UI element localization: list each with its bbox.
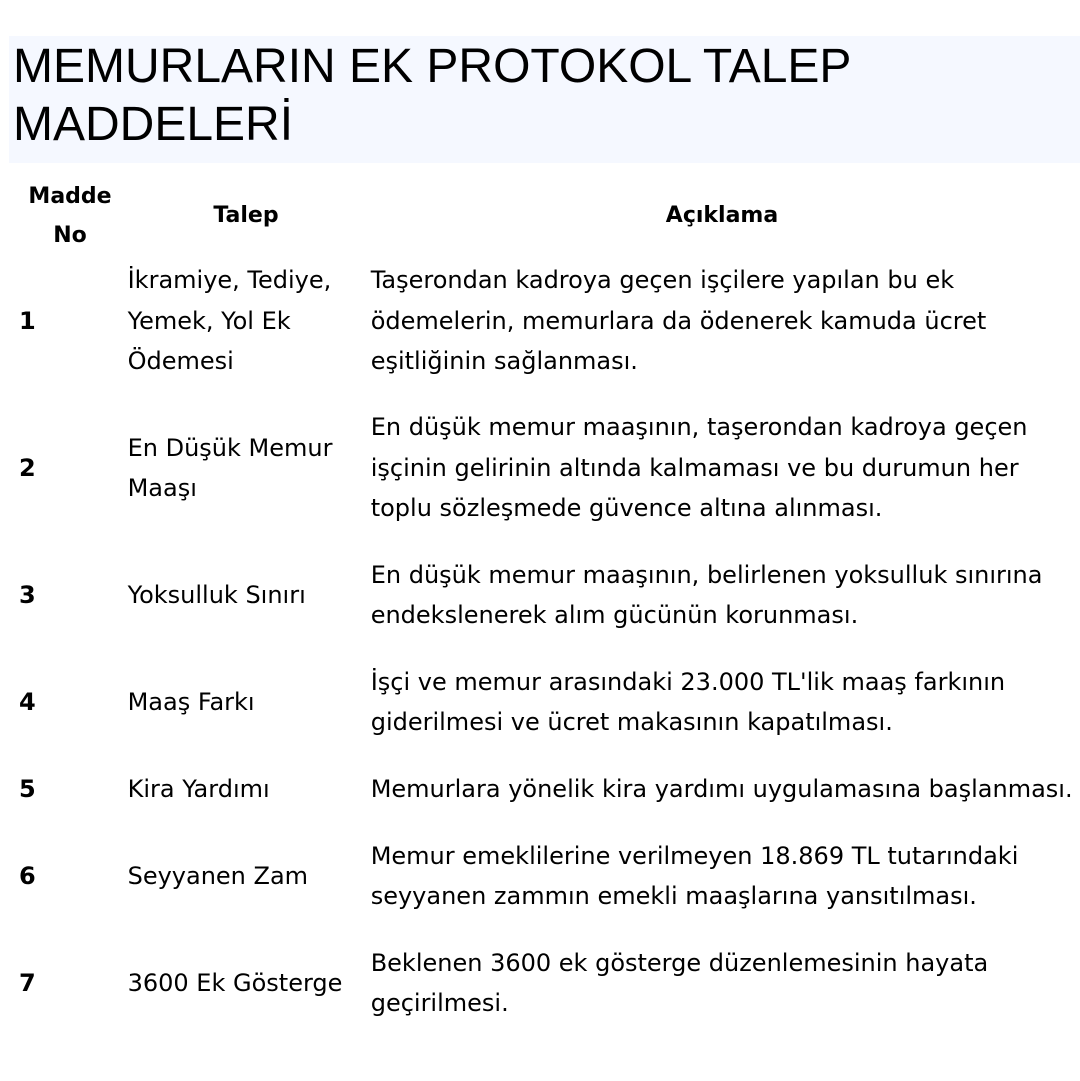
table-row: [0, 940, 1080, 1026]
table-header: [0, 174, 1080, 258]
demands-table: [0, 174, 1080, 1026]
row-aciklama: Taşerondan kadroya geçen işçilere yapılan bu ek ödemelerin, memurlara da ödenerek kamuda ücret eşitliğinin sağlanması.: [370, 266, 987, 376]
row-aciklama: Memurlara yönelik kira yardımı uygulamasına başlanması.: [370, 774, 1073, 803]
title-bar: [9, 36, 1080, 163]
table-row: [0, 766, 1080, 812]
table-row: [0, 833, 1080, 919]
row-talep: Maaş Farkı: [127, 687, 255, 716]
row-number: 5: [19, 774, 36, 803]
row-number: 7: [19, 968, 36, 997]
row-aciklama: İşçi ve memur arasındaki 23.000 TL'lik maaş farkının giderilmesi ve ücret makasının kapatılması.: [370, 667, 1006, 736]
row-talep: Yoksulluk Sınırı: [127, 580, 306, 609]
row-aciklama: En düşük memur maaşının, belirlenen yoksulluk sınırına endekslenerek alım gücünün korunması.: [370, 560, 1043, 629]
table-row: [0, 258, 1080, 384]
row-aciklama: En düşük memur maaşının, taşerondan kadroya geçen işçinin gelirinin altında kalmaması ve bu durumun her toplu sözleşmede güvence altına alınması.: [370, 413, 1028, 523]
header-talep: Talep: [213, 203, 279, 228]
row-talep: Kira Yardımı: [127, 774, 270, 803]
table-row: [0, 405, 1080, 531]
header-aciklama: Açıklama: [665, 203, 779, 228]
header-madde-no: [0, 177, 128, 255]
table-row: [0, 552, 1080, 638]
row-talep: Seyyanen Zam: [127, 861, 309, 890]
page-title: MEMURLARIN EK PROTOKOL TALEP MADDELERİ: [13, 40, 851, 151]
row-number: 4: [19, 687, 36, 716]
row-talep: 3600 Ek Gösterge: [127, 968, 343, 997]
header-madde-no-line1: Madde: [28, 184, 112, 209]
row-talep: En Düşük Memur Maaşı: [127, 433, 333, 502]
row-aciklama: Memur emeklilerine verilmeyen 18.869 TL tutarındaki seyyanen zammın emekli maaşlarına yansıtılması.: [370, 841, 1019, 910]
row-number: 6: [19, 861, 36, 890]
row-aciklama: Beklenen 3600 ek gösterge düzenlemesinin hayata geçirilmesi.: [370, 948, 989, 1017]
header-madde-no-line2: No: [53, 223, 87, 248]
row-number: 1: [19, 306, 36, 335]
row-number: 2: [19, 453, 36, 482]
table-row: [0, 659, 1080, 745]
row-talep: İkramiye, Tediye, Yemek, Yol Ek Ödemesi: [127, 266, 332, 376]
row-number: 3: [19, 580, 36, 609]
